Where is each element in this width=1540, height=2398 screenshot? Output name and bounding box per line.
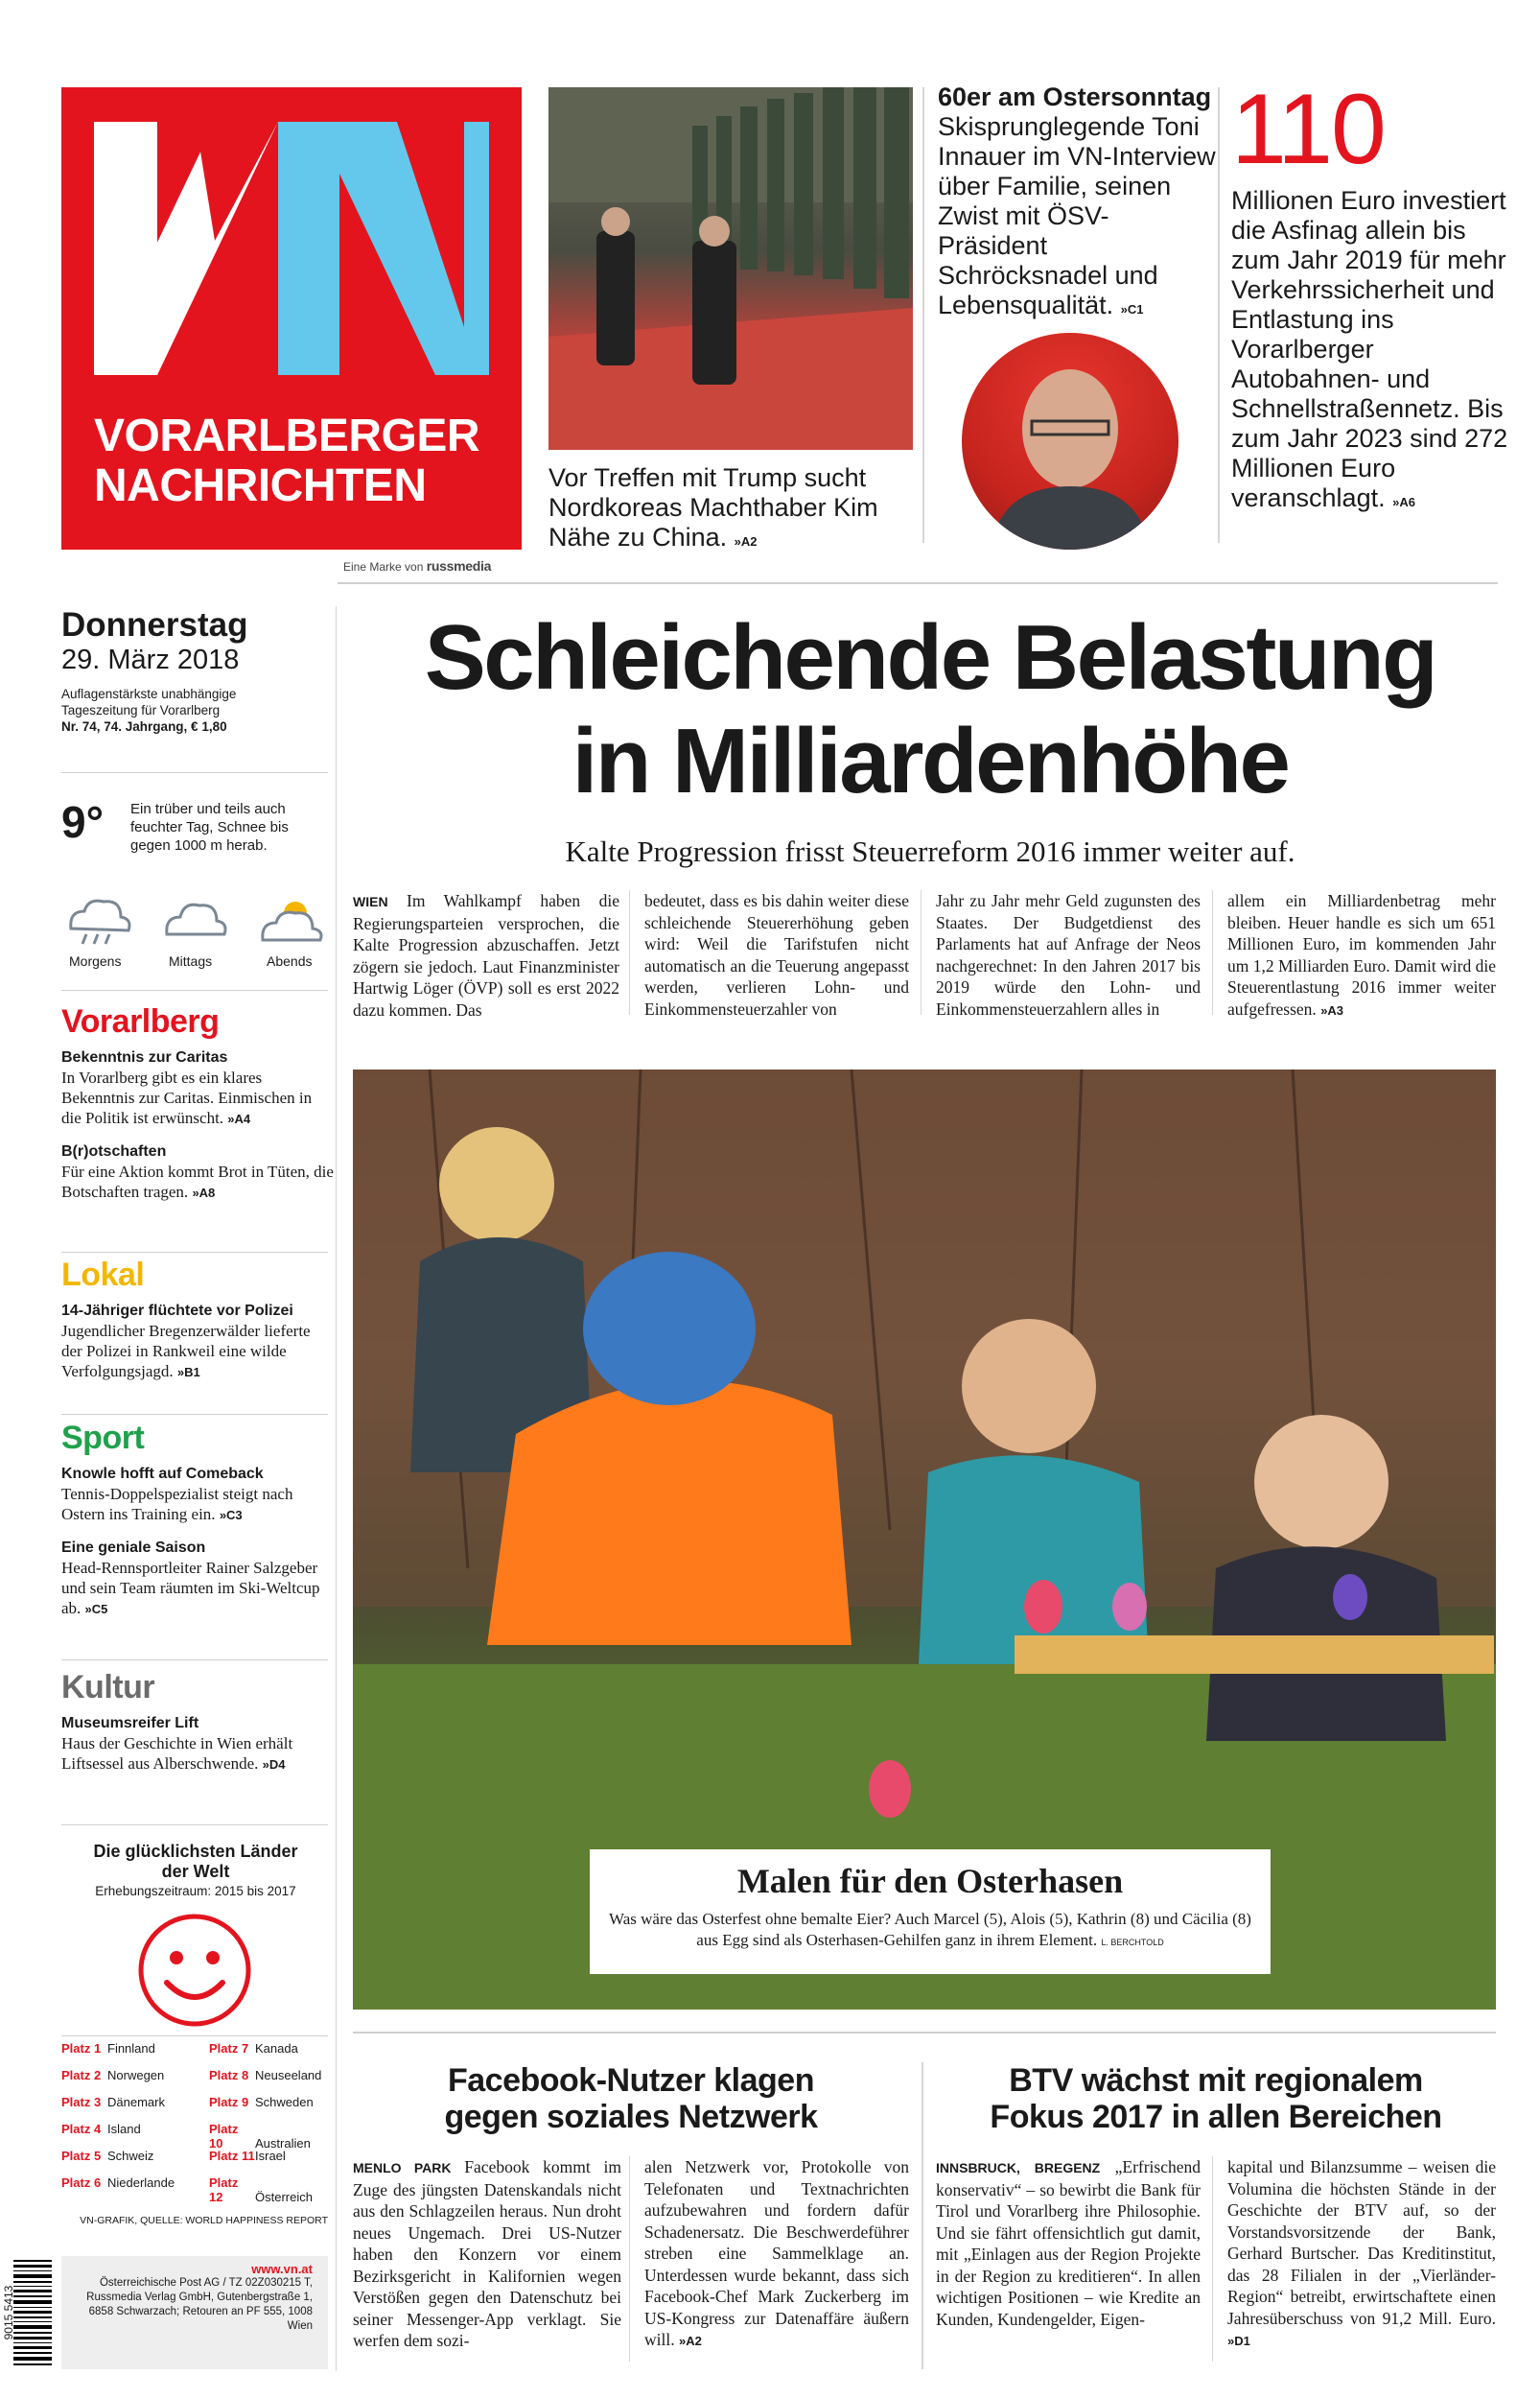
masthead-text [94,411,479,511]
section-title-kultur[interactable]: Kultur [61,1669,155,1705]
brand-prefix: Eine Marke von [343,560,424,574]
asfinag-text: Millionen Euro investiert die Asfinag allein bis zum Jahr 2019 für mehr Verkehrssicherheit und Entlastung ins Vorarlberger Autobahnen- und Schnellstraßennetz. Bis zum Jahr 2023 sind 272 Millionen Euro veranschlagt. [1231,186,1508,512]
weather-label-evening: Abends [267,953,313,969]
item-body: Head-Rennsportleiter Rainer Salzgeber und sein Team räumten im Ski-Weltcup ab. [61,1559,320,1617]
section-vorarlberg[interactable] [61,1003,335,1203]
ranking-row [61,2095,165,2109]
ranking-row [61,2149,153,2163]
column-divider [629,2156,630,2362]
item-body: Für eine Aktion kommt Brot in Tüten, die Botschaften tragen. [61,1163,334,1201]
ranking-row [61,2175,175,2190]
asfinag-teaser[interactable] [1231,74,1519,517]
ranking-country: Australien [255,2136,311,2151]
issue-description [61,686,330,735]
facebook-column-2 [644,2156,909,2353]
brand-name: russmedia [426,558,492,574]
weather-forecast[interactable] [61,892,330,978]
section-title-lokal[interactable]: Lokal [61,1257,145,1293]
ranking-row [61,2068,164,2082]
barcode-number: 9015 5413 [2,2285,15,2340]
divider [61,1252,328,1253]
ranking-position: Platz 2 [61,2068,102,2082]
btv-dateline: INNSBRUCK, BREGENZ [936,2160,1101,2175]
ranking-row [209,2041,298,2056]
ranking-row [209,2068,321,2082]
lead-column-3: Jahr zu Jahr mehr Geld zugunsten des Staates. Der Budgetdienst des Parlaments hat auf Anfrage der Neos nachgerechnet: In den Jahren 2017 bis 2019 würde den Lohn- und Einkommensteuerzahlern alles in [936,891,1201,1019]
ranking-country: Schweden [255,2095,314,2109]
section-item[interactable] [61,1465,335,1525]
lead-ref[interactable]: »A3 [1320,1002,1344,1018]
ranking-country: Niederlande [107,2175,175,2190]
divider [61,2035,328,2036]
ranking-position: Platz 9 [209,2095,249,2109]
photo-credit: L. BERCHTOLD [1101,1938,1164,1947]
masthead-line-1: VORARLBERGER [94,411,480,461]
asfinag-number: 110 [1231,74,1385,185]
divider [61,990,328,991]
facebook-headline-line-2: gegen soziales Netzwerk [444,2099,818,2135]
happiness-ranking[interactable] [61,1842,330,1898]
btv-ref[interactable]: »D1 [1227,2334,1250,2348]
ranking-country: Finnland [107,2041,155,2056]
ranking-row [61,2122,141,2136]
left-column-divider [336,606,337,2371]
korea-teaser[interactable] [548,463,922,556]
divider [61,1414,328,1415]
innauer-ref[interactable]: »C1 [1120,302,1144,317]
ranking-position: Platz 3 [61,2095,102,2109]
section-lokal[interactable] [61,1257,335,1382]
ranking-country: Dänemark [107,2095,165,2109]
innauer-portrait[interactable] [962,333,1178,550]
column-divider [1212,890,1213,1015]
ranking-row [61,2041,155,2056]
lead-headline-line-1: Schleichende Belastung [424,606,1436,709]
item-ref[interactable]: »A8 [192,1186,216,1200]
item-ref[interactable]: »C5 [84,1602,108,1616]
issue-date: 29. März 2018 [61,645,240,675]
column-divider [1218,87,1220,543]
item-head: Eine geniale Saison [61,1540,206,1556]
item-ref[interactable]: »B1 [176,1365,200,1379]
btv-column-2 [1227,2156,1496,2353]
item-head: Museumsreifer Lift [61,1715,199,1731]
weather-icons [61,892,330,950]
photo-caption-text: Was wäre das Osterfest ohne bemalte Eier? Auch Marcel (5), Alois (5), Kathrin (8) und Cäcilia (8) aus Egg sind als Osterhasen-Gehilfen ganz in ihrem Element. [609,1910,1251,1949]
ranking-position: Platz 8 [209,2068,249,2082]
column-divider [921,890,922,1015]
weather-temperature: 9° [61,797,104,847]
lead-column-1 [353,890,619,1021]
ranking-row [209,2149,286,2163]
item-body: Haus der Geschichte in Wien erhält Liftsessel aus Alberschwende. [61,1734,293,1773]
divider [61,1659,328,1660]
innauer-text: Skisprunglegende Toni Innauer im VN-Interview über Familie, seinen Zwist mit ÖSV-Präsident Schröcksnadel und Lebensqualität. [938,112,1216,319]
btv-column-1 [936,2156,1201,2330]
ranking-position: Platz 5 [61,2149,102,2163]
column-divider [629,890,630,1015]
issue-weekday: Donnerstag [61,606,248,644]
ranking-position: Platz 6 [61,2175,102,2190]
section-title-sport[interactable]: Sport [61,1420,145,1456]
divider [61,772,328,773]
vn-logo-icon [61,87,522,413]
ranking-country: Schweiz [107,2149,154,2163]
item-body: Tennis-Doppelspezialist steigt nach Ostern ins Training ein. [61,1485,293,1523]
imprint-line-3: 6858 Schwarzach; Retouren an PF 555, 1008 Wien [88,2306,313,2332]
korea-teaser-ref[interactable]: »A2 [734,534,758,549]
btv-headline-line-1: BTV wächst mit regionalem [1009,2062,1423,2099]
cloud-rain-icon [71,901,129,944]
facebook-headline[interactable] [353,2062,909,2135]
ranking-country: Neuseeland [255,2068,322,2082]
section-item[interactable] [61,1302,335,1382]
portrait-illustration [962,333,1178,550]
imprint-line-1: Österreichische Post AG / TZ 02Z030215 T, [99,2277,313,2289]
happiness-source: VN-GRAFIK, QUELLE: WORLD HAPPINESS REPORT [80,2215,328,2226]
ranking-position: Platz 7 [209,2041,249,2056]
lead-subline: Kalte Progression frisst Steuerreform 2016 immer weiter auf. [565,835,1295,868]
issue-desc-line-3: Nr. 74, 74. Jahrgang, € 1,80 [61,719,227,734]
happiness-title-1: Die glücklichsten Länder [93,1842,298,1861]
item-head: Knowle hofft auf Comeback [61,1466,264,1482]
section-item[interactable] [61,1048,335,1129]
ranking-position: Platz 10 [209,2122,239,2151]
facebook-col-1-text: Facebook kommt im Zuge des jüngsten Datenskandals nicht aus den Schlagzeilen heraus. Nun droht neues Ungemach. Drei US-Nutzer haben den Konzern vor einem Bezirksgericht in Kalifornien wegen Verstößen gegen den Datenschutz bei seiner Messenger-App verklagt. Sie werfen dem sozi- [353,2157,621,2350]
lead-col-4-text: allem ein Milliardenbetrag mehr bleiben. Heuer handle es sich um 651 Millionen Euro, im kommenden Jahr um 1,2 Milliarden Euro. Damit wird die Steuerentlastung 2016 immer weiter aufgefressen. [1227,891,1496,1019]
ranking-position: Platz 1 [61,2041,102,2056]
ranking-country: Norwegen [107,2068,165,2082]
facebook-dateline: MENLO PARK [353,2160,452,2175]
sun-cloud-icon [263,902,321,940]
issue-info [61,606,330,735]
ranking-country: Island [107,2122,141,2136]
section-title-vorarlberg[interactable]: Vorarlberg [61,1003,220,1040]
item-ref[interactable]: »D4 [262,1757,286,1772]
facebook-ref[interactable]: »A2 [678,2334,702,2348]
honor-guard-illustration [548,87,913,450]
ranking-position: Platz 12 [209,2175,239,2204]
section-item[interactable] [61,1714,335,1775]
btv-col-1-text: „Erfrischend konservativ“ – so bewirbt die Bank für Tirol und Vorarlberg ihre Philosophie. Und sie fährt offensichtlich gut damit, mit „Einlagen aus der Region Projekte in der Region zu kreditieren“. In allen wichtigen Positionen – wie Kredite an Kunden, Kundengelder, Eigen- [936,2157,1202,2329]
masthead-logo[interactable] [61,87,522,550]
imprint-url[interactable]: www.vn.at [251,2262,313,2276]
divider [61,1824,328,1825]
ranking-position: Platz 4 [61,2122,102,2136]
section-sport[interactable] [61,1420,335,1619]
ranking-row [209,2122,311,2151]
ranking-row [209,2095,314,2109]
innauer-teaser[interactable] [938,82,1216,324]
happiness-title-2: der Welt [161,1862,230,1881]
divider [353,2032,1496,2034]
lead-column-4 [1227,890,1496,1022]
issue-desc-line-2: Tageszeitung für Vorarlberg [61,703,221,717]
facebook-column-1 [353,2156,621,2352]
item-head: Bekenntnis zur Caritas [61,1049,228,1066]
korea-photo[interactable] [548,87,913,450]
weather-text: Ein trüber und teils auch feuchter Tag, Schnee bis gegen 1000 m herab. [130,801,289,854]
facebook-headline-line-1: Facebook-Nutzer klagen [448,2062,814,2099]
korea-teaser-text: Vor Treffen mit Trump sucht Nordkoreas Machthaber Kim Nähe zu China. [548,463,878,552]
ranking-country: Kanada [255,2041,298,2056]
asfinag-ref[interactable]: »A6 [1392,495,1415,509]
imprint-box [61,2256,328,2369]
column-divider [1212,2156,1213,2362]
ranking-position: Platz 11 [209,2149,255,2163]
btv-headline-line-2: Fokus 2017 in allen Bereichen [990,2099,1442,2135]
masthead-rule [338,582,1498,584]
ranking-country: Israel [255,2149,286,2163]
story-divider [922,2062,923,2369]
lead-headline[interactable] [338,606,1523,813]
innauer-kicker: 60er am Ostersonntag [938,82,1212,111]
item-ref[interactable]: »A4 [227,1112,251,1126]
btv-headline[interactable] [936,2062,1496,2135]
item-ref[interactable]: »C3 [219,1508,243,1522]
item-head: 14-Jähriger flüchtete vor Polizei [61,1303,293,1319]
item-head: B(r)otschaften [61,1143,167,1160]
lead-headline-line-2: in Milliardenhöhe [572,710,1289,812]
section-kultur[interactable] [61,1669,335,1775]
item-body: In Vorarlberg gibt es ein klares Bekenntnis zur Caritas. Einmischen in die Politik ist erwünscht. [61,1069,313,1127]
photo-caption-title: Malen für den Osterhasen [736,1862,1124,1900]
lead-col-1-text: Im Wahlkampf haben die Regierungsparteien versprochen, die Kalte Progression abzuschaffen. Jetzt zögern sie jedoch. Laut Finanzminister Hartwig Löger (ÖVP) soll es erst 2022 dazu kommen. Das [353,891,619,1020]
issue-desc-line-1: Auflagenstärkste unabhängige [61,687,237,701]
facebook-col-2-text: alen Netzwerk vor, Protokolle von Telefonaten und Textnachrichten aufzubewahren und fordern dafür Schadenersatz. Die Beschwerdeführer streben eine Sammelklage an. Unterdessen wurde bekannt, dass sich Facebook-Chef Mark Zuckerberg im US-Kongress zur Datenaffäre äußern will. [644,2157,909,2349]
ranking-country: Österreich [255,2190,313,2204]
masthead-line-2: NACHRICHTEN [94,460,427,511]
column-divider [922,87,924,543]
happiness-period: Erhebungszeitraum: 2015 bis 2017 [95,1884,296,1898]
imprint-line-2: Russmedia Verlag GmbH, Gutenbergstraße 1, [86,2292,313,2303]
brand-note [343,558,491,574]
barcode-icon [13,2260,52,2369]
lead-dateline: WIEN [353,894,388,909]
btv-col-2-text: kapital und Bilanzsumme – weisen die Volumina die höchsten Stände in der Geschichte der BTV auf, so der Vorstandsvorsitzende der Bank, Gerhard Burtscher. Das Kreditinstitut, das 28 Filialen in der „Vierländer-Region“ betreibt, erwirtschaftete einen Jahresüberschuss von 91,2 Mill. Euro. [1227,2157,1496,2328]
weather-label-noon: Mittags [169,953,213,969]
ranking-row [209,2175,313,2204]
item-body: Jugendlicher Bregenzerwälder lieferte der Polizei in Rankweil eine wilde Verfolgungsjagd. [61,1322,311,1380]
section-item[interactable] [61,1142,335,1203]
cloud-icon [167,905,225,934]
smiley-icon [136,1912,253,2029]
photo-caption [590,1849,1271,1974]
section-item[interactable] [61,1539,335,1619]
barcode [0,2260,56,2369]
lead-column-2: bedeutet, dass es bis dahin weiter diese schleichende Steuererhöhung geben wird: Weil die Tarifstufen nicht automatisch an die Teuerung angepasst werden, verlieren Lohn- und Einkommensteuerzahler von [644,891,909,1019]
weather-label-morning: Morgens [69,953,122,969]
